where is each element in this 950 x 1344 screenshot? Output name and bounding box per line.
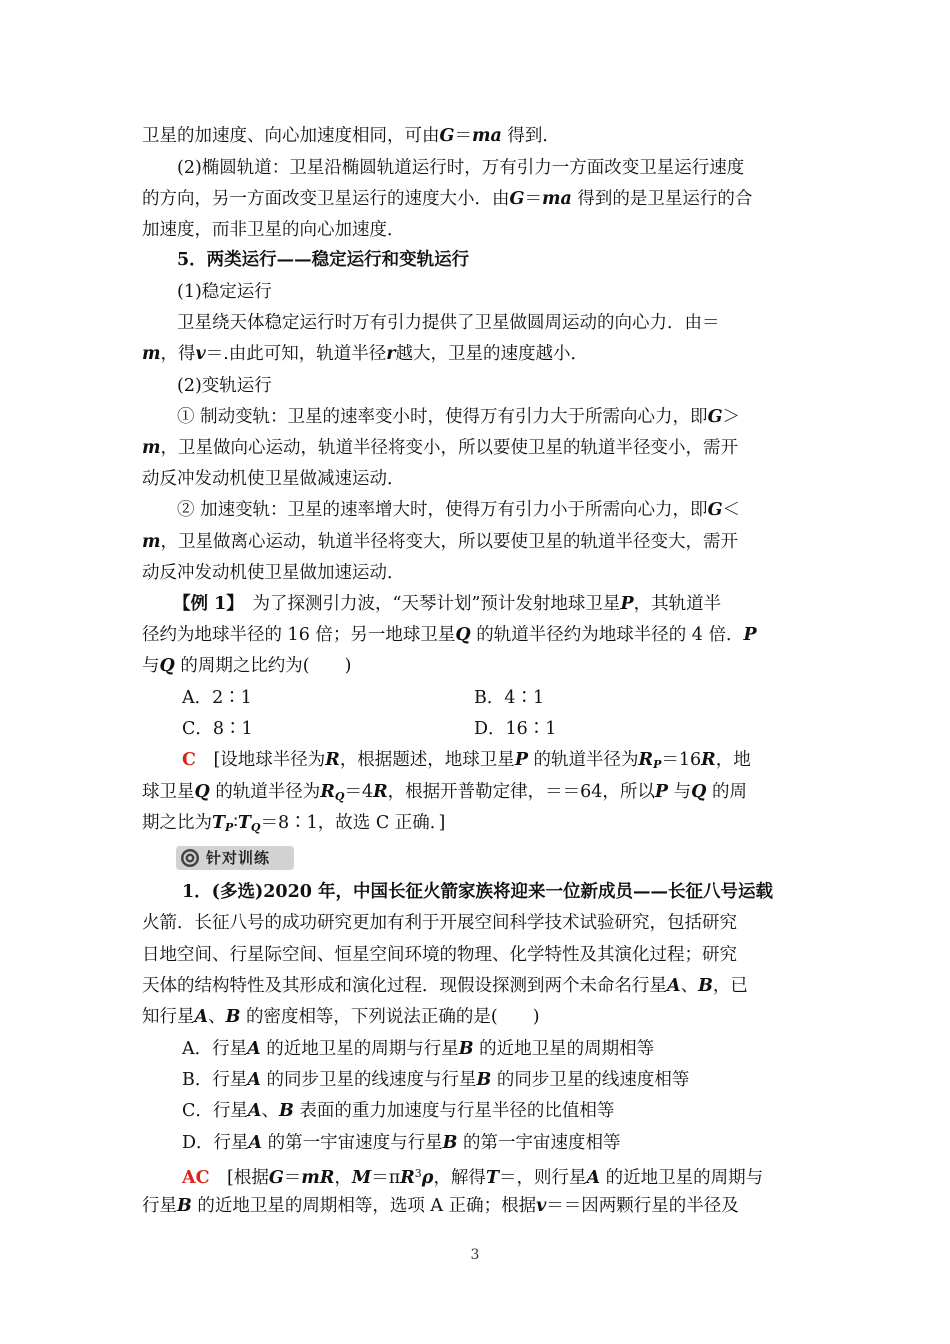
text-line: ② 加速变轨：卫星的速率增大时，使得万有引力小于所需向心力，即G＜ [177, 500, 741, 520]
example-question-line: 【例 1】 为了探测引力波，“天琴计划”预计发射地球卫星P，其轨道半 [173, 594, 722, 614]
answer-label: AC [182, 1168, 210, 1188]
answer-label: C [182, 750, 196, 770]
page-number: 3 [470, 1247, 480, 1263]
text-line: 动反冲发动机使卫星做加速运动． [142, 563, 405, 583]
option-c: C．8∶1 [182, 719, 253, 739]
practice-question-line: 火箭．长征八号的成功研究更加有利于开展空间科学技术试验研究，包括研究 [142, 913, 737, 933]
example-question-line: 径约为地球半径的 16 倍；另一地球卫星Q 的轨道半径约为地球半径的 4 倍．P [142, 625, 757, 645]
text-line: 动反冲发动机使卫星做减速运动． [142, 469, 405, 489]
option-d: D．16∶1 [474, 719, 557, 739]
option-a: A．行星A 的近地卫星的周期与行星B 的近地卫星的周期相等 [182, 1039, 655, 1059]
practice-question-line: 1．(多选)2020 年，中国长征火箭家族将迎来一位新成员——长征八号运载 [182, 882, 774, 902]
subsection-heading: (1)稳定运行 [177, 282, 272, 302]
solution-line: 期之比为$T_P∶T_Q=8∶1$，故选 C 正确．] [142, 813, 446, 834]
text-line: 加速度，而非卫星的向心加速度． [142, 220, 405, 240]
option-d: D．行星A 的第一宇宙速度与行星B 的第一宇宙速度相等 [182, 1133, 621, 1153]
solution-line: 球卫星Q 的轨道半径为$R_Q=4R$，根据开普勒定律，＝＝64，所以P 与Q 的周 [142, 782, 747, 803]
option-c: C．行星A、B 表面的重力加速度与行星半径的比值相等 [182, 1101, 615, 1121]
practice-question-line: 知行星A、B 的密度相等，下列说法正确的是( ) [142, 1007, 540, 1027]
text-line: 的方向，另一方面改变卫星运行的速度大小．由G＝ma 得到的是卫星运行的合 [142, 189, 753, 209]
example-question-line: 与Q 的周期之比约为( ) [142, 656, 352, 676]
option-b: B．行星A 的同步卫星的线速度与行星B 的同步卫星的线速度相等 [182, 1070, 690, 1090]
text-line: m，卫星做离心运动，轨道半径将变大，所以要使卫星的轨道半径变大，需开 [142, 532, 739, 552]
solution-line: 行星B 的近地卫星的周期相等，选项 A 正确；根据v＝＝因两颗行星的半径及 [142, 1196, 739, 1216]
text-line: 卫星绕天体稳定运行时万有引力提供了卫星做圆周运动的向心力．由＝ [177, 313, 720, 333]
practice-question-line: 日地空间、行星际空间、恒星空间环境的物理、化学特性及其演化过程；研究 [142, 945, 737, 965]
text-line: ① 制动变轨：卫星的速率变小时，使得万有引力大于所需向心力，即G＞ [177, 407, 741, 427]
option-a: A．2∶1 [182, 688, 252, 708]
solution-line: AC [根据G＝mR，$M=\pi R^3\rho$，解得T＝，则行星A 的近地卫星的周期与 [182, 1167, 764, 1188]
badge-label: 针对训练 [206, 849, 271, 867]
practice-question-line: 天体的结构特性及其形成和演化过程．现假设探测到两个未命名行星A、B，已 [142, 976, 748, 996]
solution-line: C [设地球半径为R，根据题述，地球卫星P 的轨道半径为$R_P=16R$，地 [182, 750, 751, 771]
text-line: (2)椭圆轨道：卫星沿椭圆轨道运行时，万有引力一方面改变卫星运行速度 [177, 158, 745, 178]
target-icon [180, 848, 200, 868]
option-b: B．4∶1 [474, 688, 545, 708]
text-line: m，卫星做向心运动，轨道半径将变小，所以要使卫星的轨道半径变小，需开 [142, 438, 739, 458]
section-heading: 5．两类运行——稳定运行和变轨运行 [177, 250, 470, 270]
text-line: 卫星的加速度、向心加速度相同，可由G＝ma 得到． [142, 126, 560, 146]
subsection-heading: (2)变轨运行 [177, 376, 272, 396]
practice-badge [176, 846, 294, 870]
example-tag: 【例 1】 [173, 594, 236, 614]
text-line: m，得v＝.由此可知，轨道半径r越大，卫星的速度越小． [142, 344, 588, 364]
